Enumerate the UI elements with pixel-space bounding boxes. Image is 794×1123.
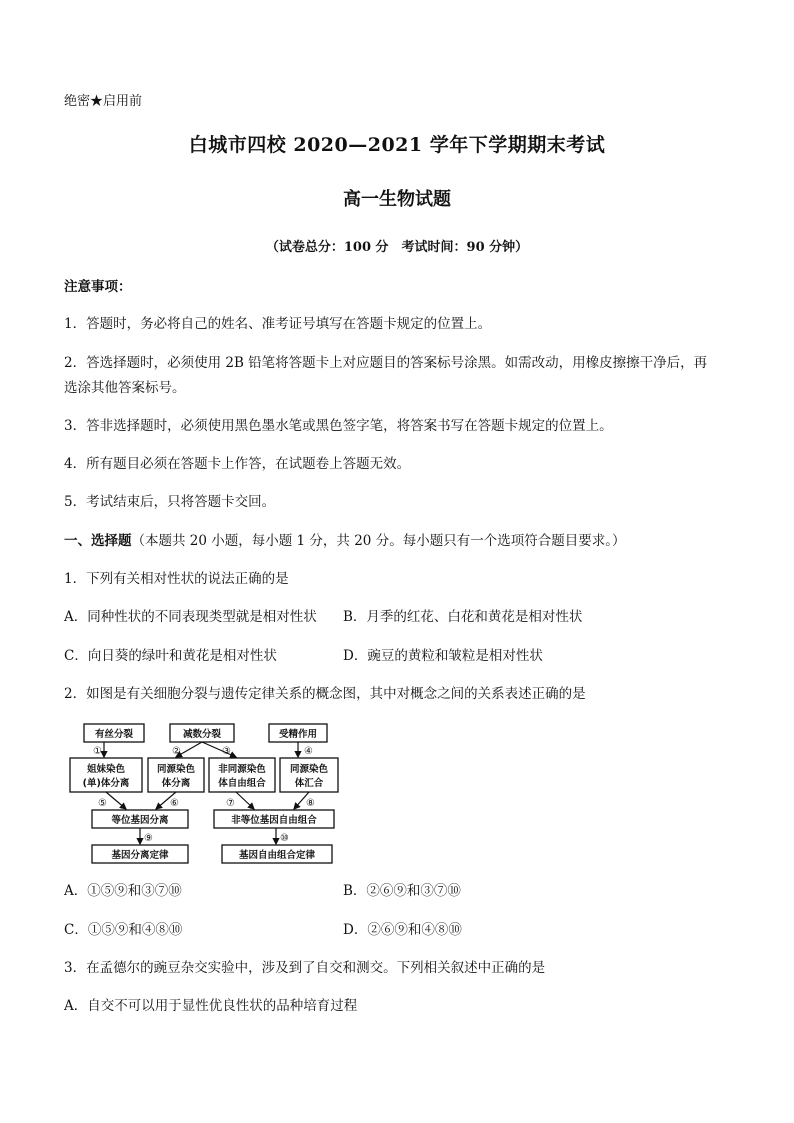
- note-item: 1．答题时，务必将自己的姓名、准考证号填写在答题卡规定的位置上。: [64, 316, 492, 332]
- exam-info: （试卷总分：100 分 考试时间：90 分钟）: [265, 240, 529, 255]
- label-homolog-sep-2: 体分离: [161, 778, 191, 789]
- label-homolog-sep-1: 同源染色: [156, 764, 196, 775]
- label-homolog-join-2: 体汇合: [294, 778, 324, 789]
- note-item: 选涂其他答案标号。: [64, 380, 186, 396]
- question-3-option-a: A．自交不可以用于显性优良性状的品种培育过程: [64, 998, 358, 1014]
- label-fertilization: 受精作用: [278, 729, 318, 740]
- marker-5: ⑤: [98, 798, 107, 809]
- marker-3: ③: [222, 746, 231, 757]
- question-1-stem: 1．下列有关相对性状的说法正确的是: [64, 571, 289, 587]
- question-2-option-b: B．②⑥⑨和③⑦⑩: [343, 883, 461, 899]
- question-1-option-d: D．豌豆的黄粒和皱粒是相对性状: [343, 648, 543, 664]
- marker-2: ②: [172, 746, 181, 757]
- note-item: 2．答选择题时，必须使用 2B 铅笔将答题卡上对应题目的答案标号涂黑。如需改动，用橡皮擦擦干净后，再: [64, 355, 708, 371]
- label-nonallele-combination: 非等位基因自由组合: [231, 815, 317, 826]
- label-nonhomolog-2: 体自由组合: [218, 778, 266, 789]
- label-law-independent: 基因自由组合定律: [238, 850, 316, 861]
- marker-6: ⑥: [170, 798, 179, 809]
- question-1-option-c: C．向日葵的绿叶和黄花是相对性状: [64, 648, 277, 664]
- question-3-stem: 3．在孟德尔的豌豆杂交实验中，涉及到了自交和测交。下列相关叙述中正确的是: [64, 960, 546, 976]
- question-2-option-c: C．①⑤⑨和④⑧⑩: [64, 922, 183, 938]
- concept-diagram: [64, 718, 348, 868]
- marker-8: ⑧: [306, 798, 315, 809]
- section-description: （本题共 20 小题，每小题 1 分，共 20 分。每小题只有一个选项符合题目要求。）: [131, 533, 626, 549]
- question-1-option-b: B．月季的红花、白花和黄花是相对性状: [343, 609, 583, 625]
- label-mitosis: 有丝分裂: [94, 729, 134, 740]
- note-item: 5．考试结束后，只将答题卡交回。: [64, 494, 276, 510]
- section-title: 一、选择题: [64, 533, 132, 549]
- exam-title: 白城市四校 2020—2021 学年下学期期末考试: [188, 134, 606, 156]
- marker-1: ①: [93, 746, 102, 757]
- marker-7: ⑦: [226, 798, 235, 809]
- exam-subtitle: 高一生物试题: [343, 189, 451, 210]
- marker-10: ⑩: [280, 833, 289, 844]
- label-nonhomolog-1: 非同源染色: [218, 764, 266, 775]
- marker-4: ④: [304, 746, 313, 757]
- label-sister-2: (单)体分离: [82, 778, 130, 789]
- marker-9: ⑨: [144, 833, 153, 844]
- question-2-option-d: D．②⑥⑨和④⑧⑩: [343, 922, 462, 938]
- question-1-option-a: A．同种性状的不同表现类型就是相对性状: [64, 609, 317, 625]
- label-sister-1: 姐妹染色: [86, 764, 126, 775]
- question-2-stem: 2．如图是有关细胞分裂与遗传定律关系的概念图，其中对概念之间的关系表述正确的是: [64, 686, 586, 702]
- label-allele-separation: 等位基因分离: [111, 815, 169, 826]
- question-2-option-a: A．①⑤⑨和③⑦⑩: [64, 883, 182, 899]
- note-item: 4．所有题目必须在答题卡上作答，在试题卷上答题无效。: [64, 456, 411, 472]
- confidential-mark: 绝密★启用前: [64, 94, 143, 109]
- label-homolog-join-1: 同源染色: [289, 764, 329, 775]
- label-meiosis: 减数分裂: [182, 729, 222, 740]
- section-heading: [64, 531, 625, 551]
- label-law-segregation: 基因分离定律: [111, 850, 169, 861]
- note-item: 3．答非选择题时，必须使用黑色墨水笔或黑色签字笔，将答案书写在答题卡规定的位置上。: [64, 418, 613, 434]
- notes-heading: 注意事项：: [64, 279, 132, 295]
